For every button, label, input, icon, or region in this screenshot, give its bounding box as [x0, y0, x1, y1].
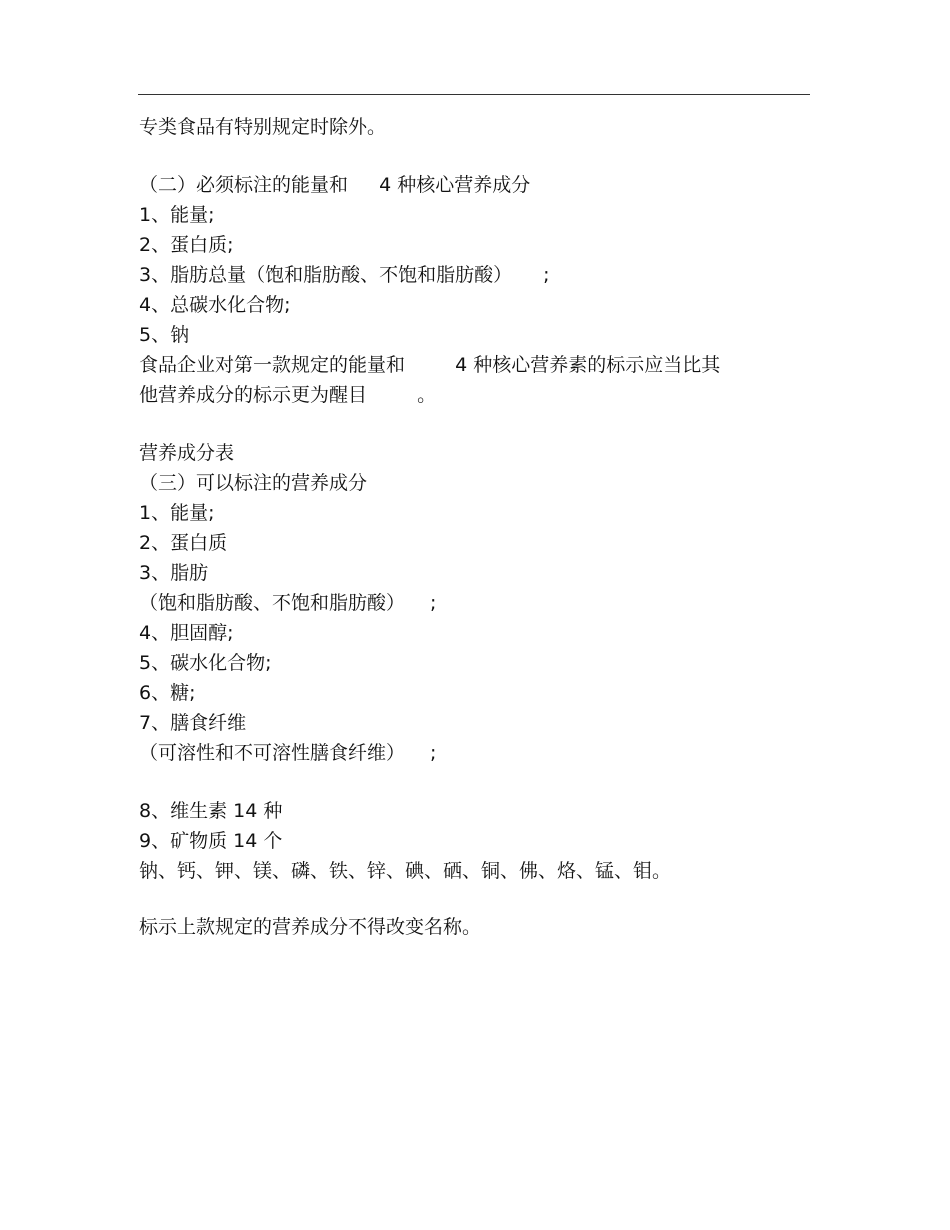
section-2-heading: （二）必须标注的能量和 4 种核心营养成分 — [139, 174, 531, 196]
list-item: 9、矿物质 14 个 — [139, 830, 283, 852]
list-item: 3、脂肪 — [139, 562, 209, 584]
list-item: 7、膳食纤维 — [139, 712, 247, 734]
list-item: 3、脂肪总量（饱和脂肪酸、不饱和脂肪酸） ; — [139, 264, 550, 286]
paragraph-prominence-rule: 食品企业对第一款规定的能量和 4 种核心营养素的标示应当比其 — [139, 354, 721, 376]
list-item: 4、胆固醇; — [139, 622, 234, 644]
nutrition-table-heading: 营养成分表 — [139, 442, 235, 464]
header-rule — [138, 94, 810, 95]
list-item: 5、碳水化合物; — [139, 652, 272, 674]
list-item: 1、能量; — [139, 502, 215, 524]
minerals-list: 钠、钙、钾、镁、磷、铁、锌、碘、硒、铜、佛、烙、锰、钼。 — [139, 860, 672, 882]
list-item: 6、糖; — [139, 682, 196, 704]
list-item-detail: （可溶性和不可溶性膳食纤维） ; — [139, 742, 437, 764]
paragraph-prominence-rule-cont: 他营养成分的标示更为醒目 。 — [139, 384, 437, 406]
list-item-detail: （饱和脂肪酸、不饱和脂肪酸） ; — [139, 592, 437, 614]
list-item: 4、总碳水化合物; — [139, 294, 291, 316]
list-item: 8、维生素 14 种 — [139, 800, 283, 822]
list-item: 1、能量; — [139, 204, 215, 226]
paragraph-special-food-note: 专类食品有特别规定时除外。 — [139, 116, 387, 138]
list-item: 5、钠 — [139, 324, 190, 346]
list-item: 2、蛋白质 — [139, 532, 228, 554]
section-3-heading: （三）可以标注的营养成分 — [139, 472, 368, 494]
document-body — [139, 112, 799, 942]
list-item: 2、蛋白质; — [139, 234, 234, 256]
paragraph-naming-rule: 标示上款规定的营养成分不得改变名称。 — [139, 916, 482, 938]
